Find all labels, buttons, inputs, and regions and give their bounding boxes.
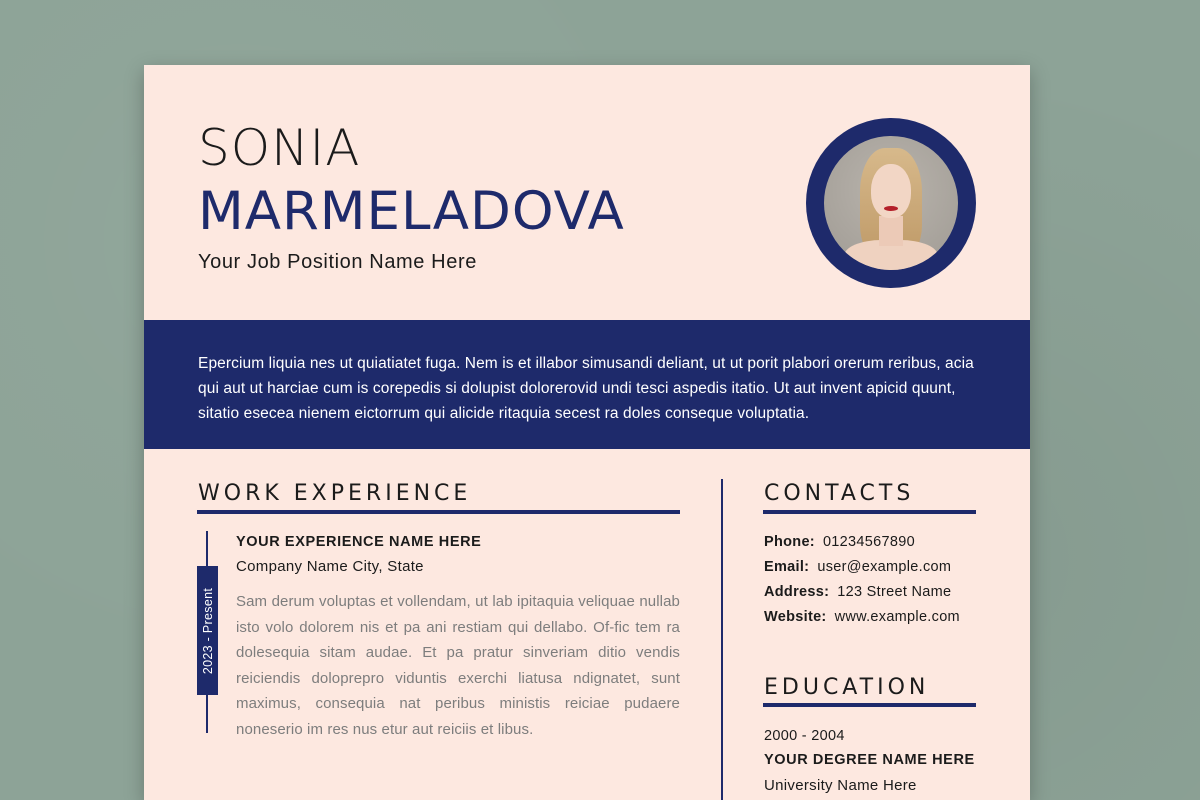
education-school: University Name Here — [764, 777, 917, 794]
website-label: Website: — [764, 609, 827, 625]
contact-phone — [764, 534, 915, 550]
experience-title: YOUR EXPERIENCE NAME HERE — [236, 534, 482, 550]
date-range: 2023 - Present — [200, 587, 215, 674]
experience-company: Company Name City, State — [236, 558, 424, 575]
email-value: user@example.com — [817, 559, 952, 575]
photo-neck — [879, 216, 903, 246]
summary-band — [144, 320, 1030, 449]
experience-description: Sam derum voluptas et vollendam, ut lab ipitaquia veliquae nullab isto volo dolorem nis et pa ani restiam qui dellabo. Of-fic tem ra dolesequia sitam audae. Et pa pratur sinveriam ditio vendis reiciendis doloprepro viduntis exerchi liatusa ndignatet, sunt maximus, consequia nat peribus ministis reiciae pudaere noneserio im res nus etur aut reiciis et libus. — [236, 593, 680, 738]
work-experience-heading: WORK EXPERIENCE — [198, 481, 472, 506]
phone-label: Phone: — [764, 534, 815, 550]
contact-address — [764, 584, 951, 600]
contacts-rule — [763, 510, 976, 514]
address-value: 123 Street Name — [837, 584, 952, 600]
work-experience-rule — [197, 510, 680, 514]
column-divider — [721, 479, 723, 800]
photo-lips — [884, 206, 898, 211]
profile-photo — [824, 136, 958, 270]
education-degree: YOUR DEGREE NAME HERE — [764, 752, 975, 768]
phone-value: 01234567890 — [822, 534, 915, 550]
summary-text: Epercium liquia nes ut quiatiatet fuga. Nem is et illabor simusandi deliant, ut ut porit plabori orerum reribus, acia qui aut ut harciae cum is corepedis si dolupist dolorerovid undi tesci aspedis itatio. Ut aut invent apicid quunt, sitatio esecea nienem eictorrum qui alicide ritaquia secest ra doles conseque voluptatia. — [198, 355, 974, 422]
profile-photo-frame — [806, 118, 976, 288]
email-label: Email: — [764, 559, 810, 575]
job-title: Your Job Position Name Here — [198, 251, 477, 273]
contact-website — [764, 609, 960, 625]
address-label: Address: — [764, 584, 830, 600]
education-rule — [763, 703, 976, 707]
resume-page — [144, 65, 1030, 800]
first-name: SONIA — [198, 119, 361, 177]
contacts-heading: CONTACTS — [764, 481, 915, 506]
education-heading: EDUCATION — [764, 675, 930, 700]
website-value: www.example.com — [834, 609, 960, 625]
education-years: 2000 - 2004 — [764, 728, 845, 744]
last-name: MARMELADOVA — [198, 181, 625, 242]
contact-email — [764, 559, 951, 575]
date-tag — [197, 566, 218, 695]
